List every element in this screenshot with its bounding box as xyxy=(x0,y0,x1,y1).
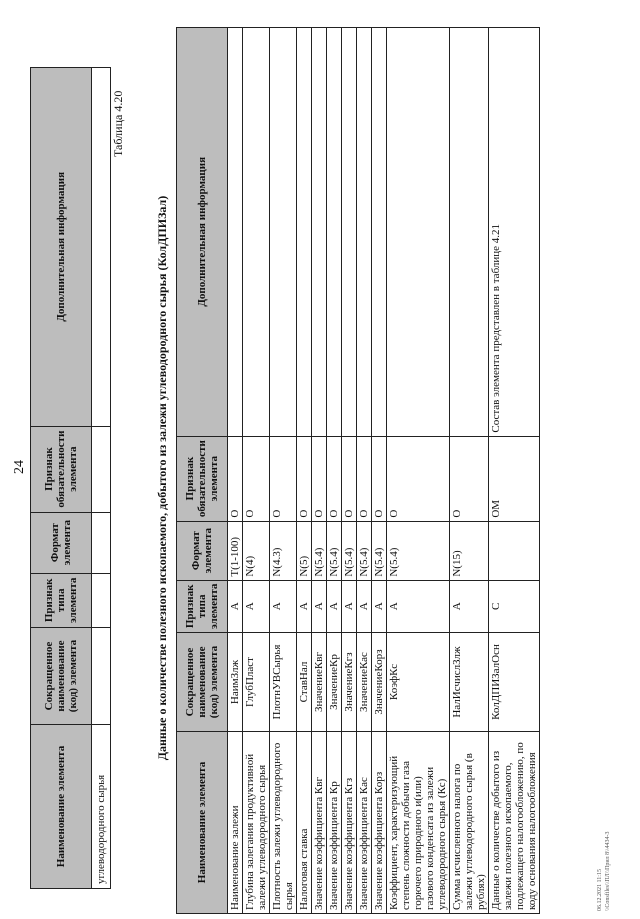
table-row xyxy=(228,28,243,914)
cell-required: О xyxy=(270,436,297,521)
table-row xyxy=(387,28,450,914)
cell-type: А xyxy=(228,580,243,632)
cell-name: Значение коэффициента Кгз xyxy=(342,732,357,914)
cell-name: Значение коэффициента Квг xyxy=(312,732,327,914)
cell-format: N(5.4) xyxy=(357,521,372,580)
cell-name: углеводородного сырья xyxy=(92,725,111,889)
cell-name: Налоговая ставка xyxy=(297,732,312,914)
table-row xyxy=(92,68,111,889)
cell-format: N(5.4) xyxy=(342,521,357,580)
table-row xyxy=(357,28,372,914)
cell-name: Значение коэффициента Корз xyxy=(372,732,387,914)
table-header xyxy=(177,28,228,914)
col-header-format: Формат элемента xyxy=(31,512,92,573)
cell-name: Глубина залегания продуктивной залежи углеводородного сырья xyxy=(243,732,270,914)
col-header-format: Формат элемента xyxy=(177,521,228,580)
col-header-extra: Дополнительная информация xyxy=(177,28,228,437)
cell-name: Наименование залежи xyxy=(228,732,243,914)
cell-type: А xyxy=(270,580,297,632)
table-row xyxy=(342,28,357,914)
cell-format: N(5.4) xyxy=(387,521,450,580)
cell-short: КоэфКс xyxy=(387,633,450,732)
page-number: 24 xyxy=(12,460,27,474)
continued-table xyxy=(30,67,111,889)
cell-name: Значение коэффициента Кр xyxy=(327,732,342,914)
cell-name: Плотность залежи углеводородного сырья xyxy=(270,732,297,914)
col-header-extra: Дополнительная информация xyxy=(31,68,92,427)
cell-type: А xyxy=(372,580,387,632)
table-row xyxy=(243,28,270,914)
cell-format: N(15) xyxy=(450,521,489,580)
cell-format: N(5.4) xyxy=(312,521,327,580)
cell-extra xyxy=(312,28,327,437)
cell-short: ЗначениеКвг xyxy=(312,633,327,732)
cell-required: О xyxy=(312,436,327,521)
cell-type: А xyxy=(327,580,342,632)
table-row xyxy=(270,28,297,914)
cell-short: ЗначениеКас xyxy=(357,633,372,732)
cell-short: ЗначениеКорз xyxy=(372,633,387,732)
cell-required: О xyxy=(357,436,372,521)
cell-extra: Состав элемента представлен в таблице 4.21 xyxy=(489,28,540,437)
continued-table-header xyxy=(31,68,92,889)
cell-short: ЗначениеКр xyxy=(327,633,342,732)
table-label: Таблица 4.20 xyxy=(111,90,125,157)
cell-required: О xyxy=(372,436,387,521)
cell-format: N(4) xyxy=(243,521,270,580)
col-header-short: Сокращенное наименование (код) элемента xyxy=(177,633,228,732)
cell-required: О xyxy=(243,436,270,521)
cell-extra xyxy=(297,28,312,437)
cell-extra xyxy=(270,28,297,437)
table-row xyxy=(327,28,342,914)
cell-type: А xyxy=(342,580,357,632)
cell-short: СтавНал xyxy=(297,633,312,732)
cell-required: О xyxy=(342,436,357,521)
cell-name: Коэффициент, характеризующий степень сложности добычи газа горючего природного и(или) газового конденсата из залежи углеводородного сырья (Кс) xyxy=(387,732,450,914)
col-header-required: Признак обязательности элемента xyxy=(177,436,228,521)
col-header-required: Признак обязательности элемента xyxy=(31,426,92,512)
cell-type: С xyxy=(489,580,540,632)
footer-path: \\Consfiles\\ПЛ\\Прил 8\\4434-3 xyxy=(605,831,611,911)
table-row xyxy=(450,28,489,914)
table-row xyxy=(372,28,387,914)
cell-type: А xyxy=(297,580,312,632)
cell-format: N(5.4) xyxy=(327,521,342,580)
cell-format: T(1-100) xyxy=(228,521,243,580)
col-header-short: Сокращенное наименование (код) элемента xyxy=(31,628,92,725)
cell-extra xyxy=(387,28,450,437)
cell-required: О xyxy=(450,436,489,521)
col-header-name: Наименование элемента xyxy=(177,732,228,914)
cell-short: ЗначениеКгз xyxy=(342,633,357,732)
cell-name: Значение коэффициента Кас xyxy=(357,732,372,914)
cell-extra xyxy=(327,28,342,437)
cell-type: А xyxy=(450,580,489,632)
col-header-type: Признак типа элемента xyxy=(31,573,92,627)
cell-required: ОМ xyxy=(489,436,540,521)
col-header-name: Наименование элемента xyxy=(31,725,92,889)
cell-name: Данные о количестве добытого из залежи полезного ископаемого, подлежащего налогообложению, по коду основания налогообложения xyxy=(489,732,540,914)
table-row xyxy=(297,28,312,914)
cell-extra xyxy=(372,28,387,437)
cell-format: N(5.4) xyxy=(372,521,387,580)
col-header-type: Признак типа элемента xyxy=(177,580,228,632)
data-table xyxy=(176,27,540,914)
cell-short: ПлотнУВСырья xyxy=(270,633,297,732)
table-row xyxy=(312,28,327,914)
cell-format xyxy=(489,521,540,580)
footer-timestamp: 06.12.2021 11:15 xyxy=(597,869,603,911)
cell-format: N(5) xyxy=(297,521,312,580)
cell-extra xyxy=(243,28,270,437)
cell-extra xyxy=(357,28,372,437)
cell-format: N(4.3) xyxy=(270,521,297,580)
cell-short: НалИсчислЗлж xyxy=(450,633,489,732)
footer xyxy=(596,832,612,911)
cell-type: А xyxy=(387,580,450,632)
cell-extra xyxy=(228,28,243,437)
cell-name: Сумма исчисленного налога по залежи углеводородного сырья (в рублях) xyxy=(450,732,489,914)
cell-extra xyxy=(342,28,357,437)
cell-type: А xyxy=(243,580,270,632)
cell-required: О xyxy=(228,436,243,521)
table-row xyxy=(489,28,540,914)
cell-short: НаимЗлж xyxy=(228,633,243,732)
table-title: Данные о количестве полезного ископаемого, добытого из залежи углеводородного сырья (КолДПИЗал) xyxy=(155,195,169,761)
cell-type: А xyxy=(357,580,372,632)
cell-extra xyxy=(450,28,489,437)
cell-short: КолДПИЗалОсн xyxy=(489,633,540,732)
cell-required: О xyxy=(387,436,450,521)
cell-required: О xyxy=(297,436,312,521)
cell-required: О xyxy=(327,436,342,521)
cell-type: А xyxy=(312,580,327,632)
cell-short: ГлубПласт xyxy=(243,633,270,732)
